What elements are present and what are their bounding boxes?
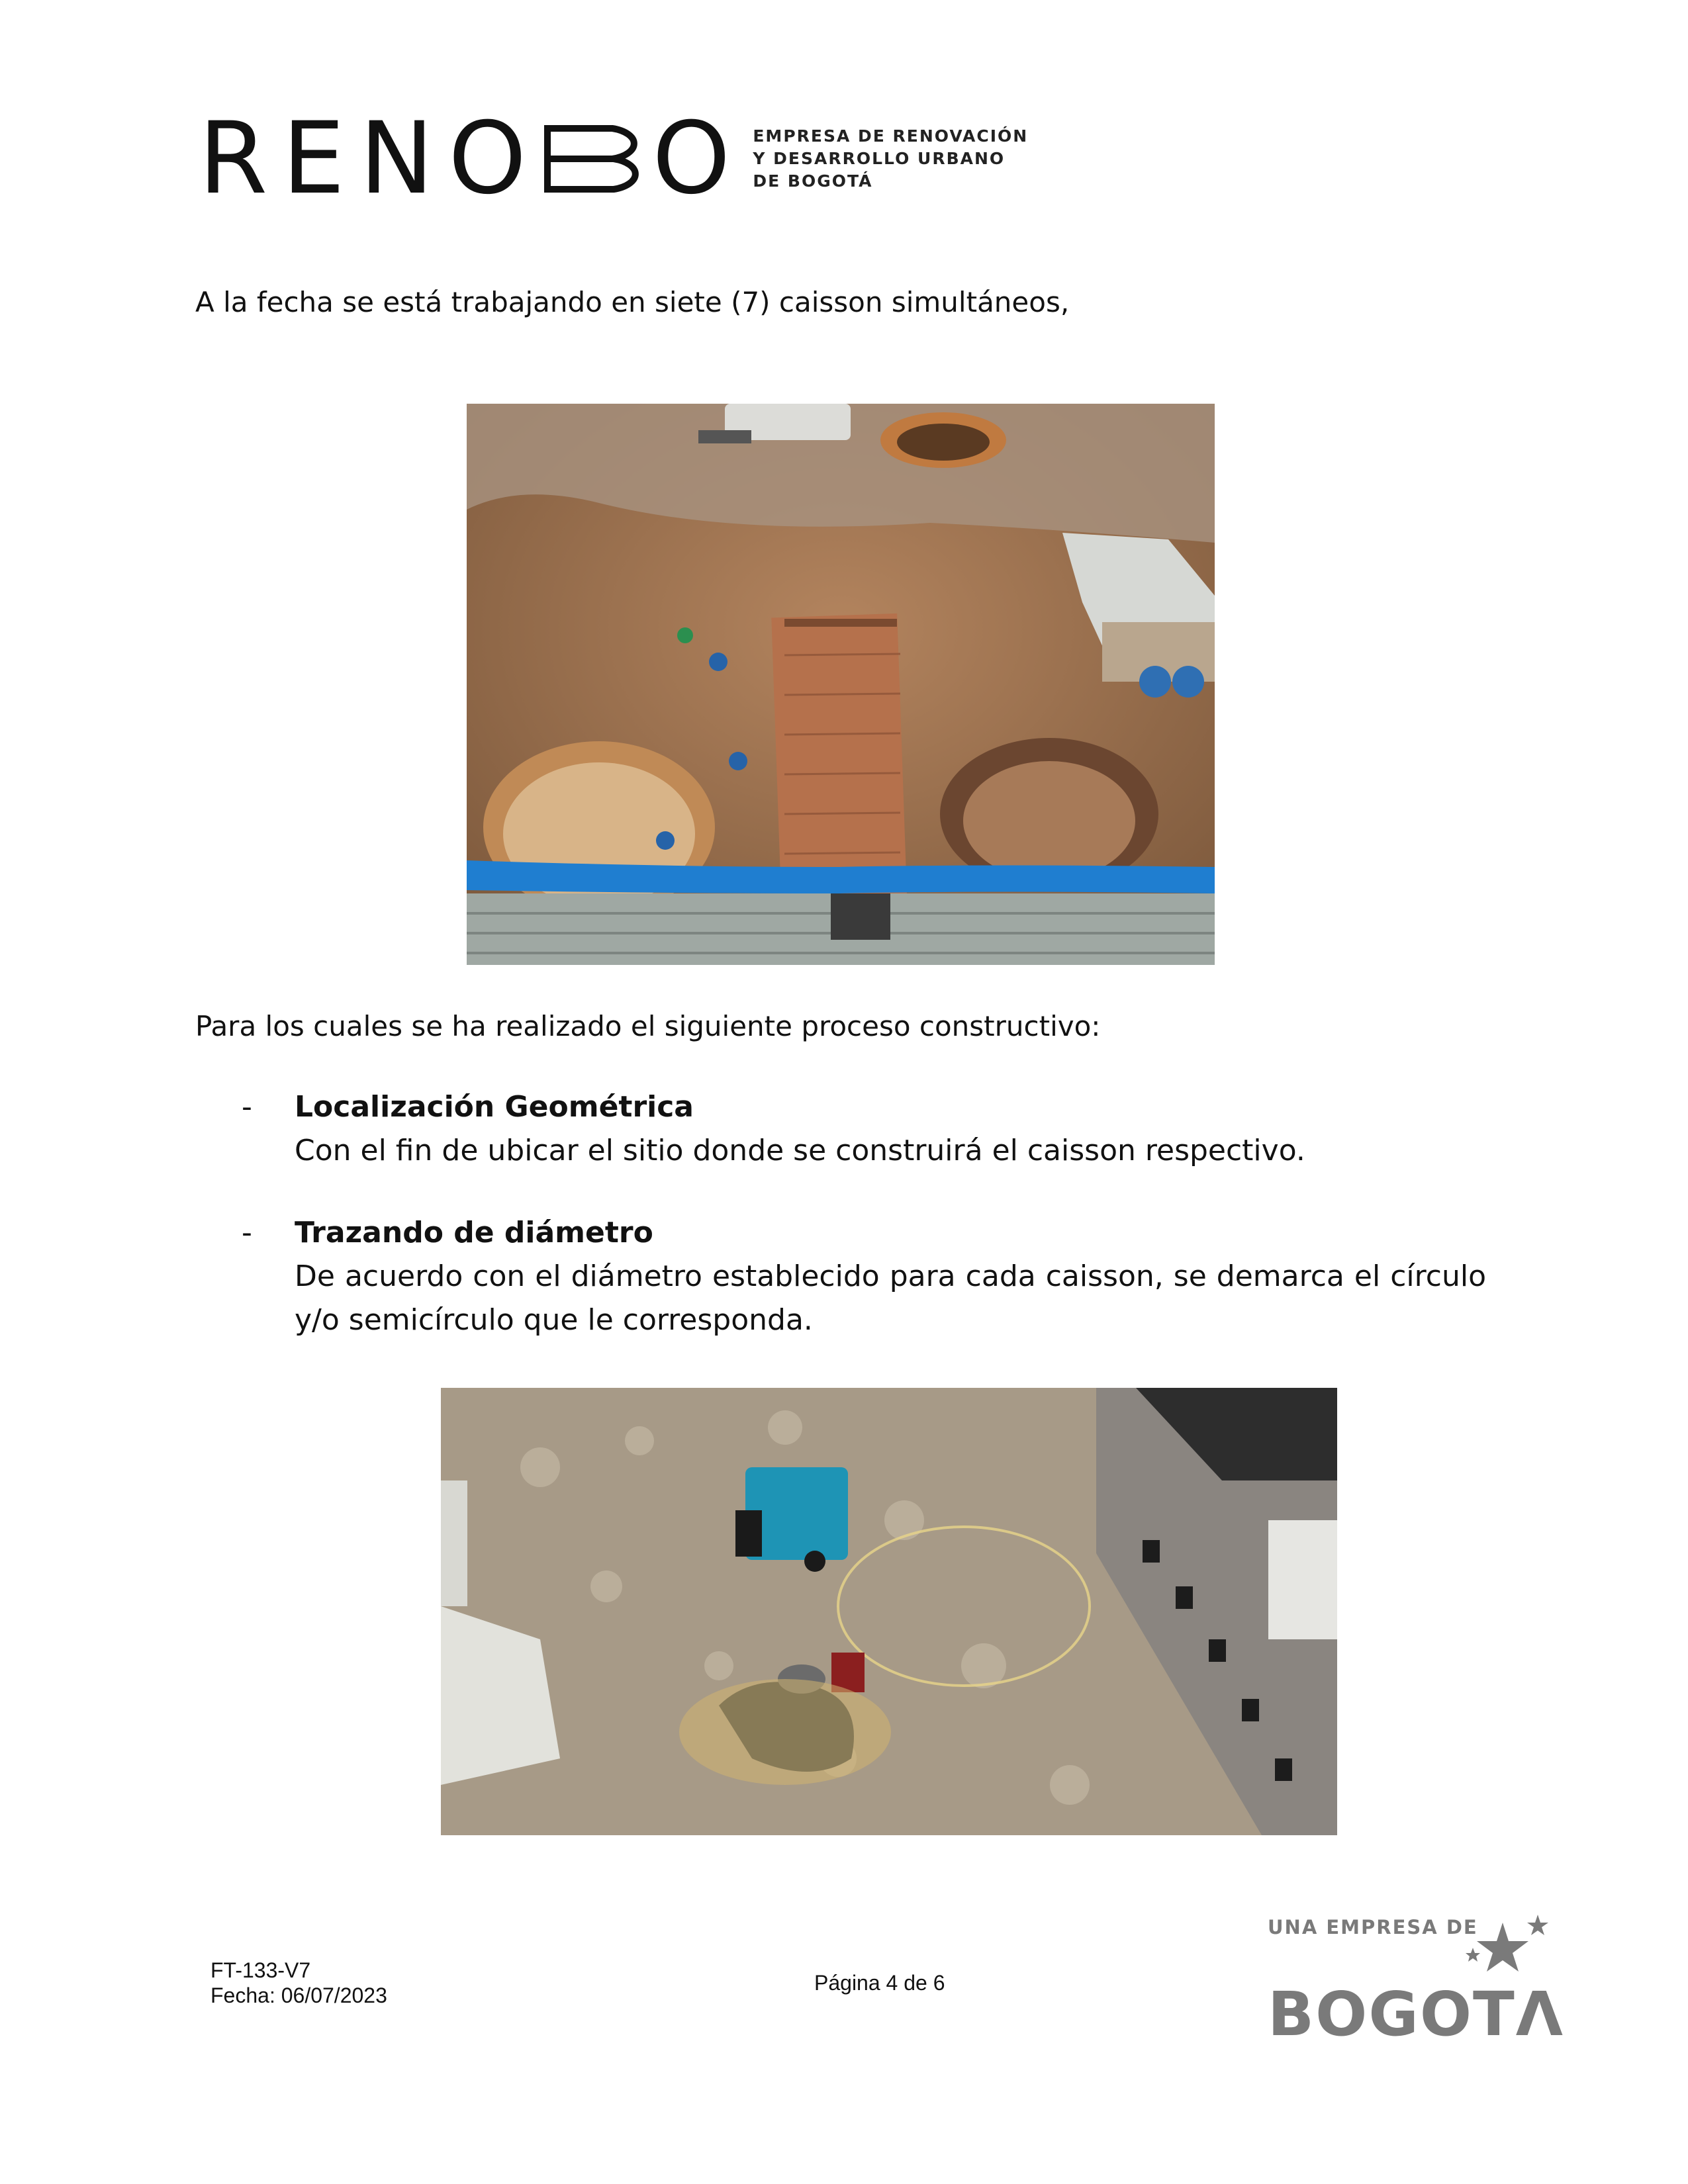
logo-subtitle-line: Y DESARROLLO URBANO (753, 149, 1006, 168)
step-localizacion (242, 1085, 1486, 1173)
form-code: FT-133-V7 (211, 1958, 311, 1982)
stars-icon (1453, 1909, 1552, 1982)
logo-subtitle (753, 125, 1028, 193)
step-text: Con el fin de ubicar el sitio donde se construirá el caisson respectivo. (295, 1134, 1305, 1167)
caisson-site-photo (467, 404, 1215, 965)
logo-text-left: RENO (199, 101, 541, 216)
step-text: De acuerdo con el diámetro establecido para cada caisson, se demarca el círculo y/o semicírculo que le corresponda. (295, 1259, 1486, 1337)
bogota-tagline: UNA EMPRESA DE (1268, 1916, 1478, 1938)
bogota-wordmark: BOGOTΛ (1268, 1979, 1565, 2050)
logo-text-right: O (652, 101, 745, 216)
step-title: Trazando de diámetro (295, 1216, 653, 1250)
list-dash: - (242, 1090, 252, 1124)
renobo-logo (199, 101, 1029, 216)
list-dash: - (242, 1216, 252, 1250)
page-number: Página 4 de 6 (814, 1971, 945, 1995)
logo-subtitle-line: DE BOGOTÁ (753, 171, 873, 191)
step-title: Localización Geométrica (295, 1090, 694, 1124)
bogota-logo (1268, 1909, 1565, 2055)
intro-paragraph: A la fecha se está trabajando en siete (7) caisson simultáneos, (195, 286, 1070, 318)
lot-marking-photo (441, 1388, 1337, 1835)
form-date: Fecha: 06/07/2023 (211, 1983, 387, 2007)
logo-subtitle-line: EMPRESA DE RENOVACIÓN (753, 126, 1029, 146)
logo-b-glyph-icon (543, 124, 643, 193)
step-trazado (242, 1211, 1486, 1342)
logo-wordmark (199, 101, 745, 216)
lead-paragraph: Para los cuales se ha realizado el siguiente proceso constructivo: (195, 1010, 1101, 1042)
footer-doc-info (211, 1958, 387, 2008)
